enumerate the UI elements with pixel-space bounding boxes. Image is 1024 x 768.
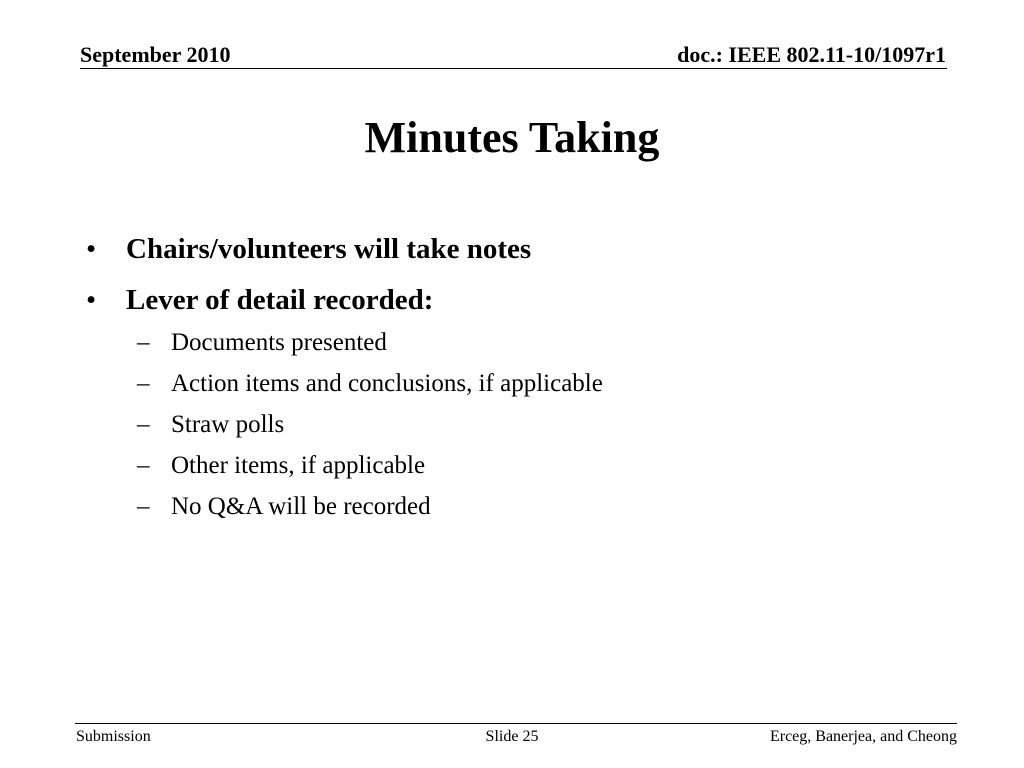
sub-item <box>137 492 431 522</box>
bullet-item <box>86 232 531 266</box>
sub-item <box>137 328 387 358</box>
sub-marker: – <box>137 329 150 356</box>
sub-marker: – <box>137 370 150 397</box>
header-doc-id: doc.: IEEE 802.11-10/1097r1 <box>677 42 946 67</box>
footer-slide-number: Slide 25 <box>485 728 539 745</box>
sub-item <box>137 410 284 440</box>
bullet-text: Lever of detail recorded: <box>126 284 434 316</box>
sub-item-text: Action items and conclusions, if applicable <box>171 370 603 397</box>
header-date: September 2010 <box>80 42 231 67</box>
slide-title: Minutes Taking <box>364 113 660 162</box>
footer-divider <box>75 723 957 724</box>
sub-item-text: Documents presented <box>171 329 387 356</box>
bullet-text: Chairs/volunteers will take notes <box>126 233 532 265</box>
bullet-item <box>86 283 433 317</box>
sub-marker: – <box>137 411 150 438</box>
sub-item-text: Straw polls <box>171 411 285 438</box>
sub-item <box>137 451 425 481</box>
bullet-marker: • <box>86 233 97 265</box>
sub-marker: – <box>137 493 150 520</box>
bullet-marker: • <box>86 284 97 316</box>
footer-submission: Submission <box>76 728 151 745</box>
sub-item-text: Other items, if applicable <box>171 452 426 479</box>
footer-authors: Erceg, Banerjea, and Cheong <box>769 728 957 745</box>
sub-item <box>137 369 603 399</box>
sub-item-text: No Q&A will be recorded <box>171 493 431 520</box>
sub-marker: – <box>137 452 150 479</box>
